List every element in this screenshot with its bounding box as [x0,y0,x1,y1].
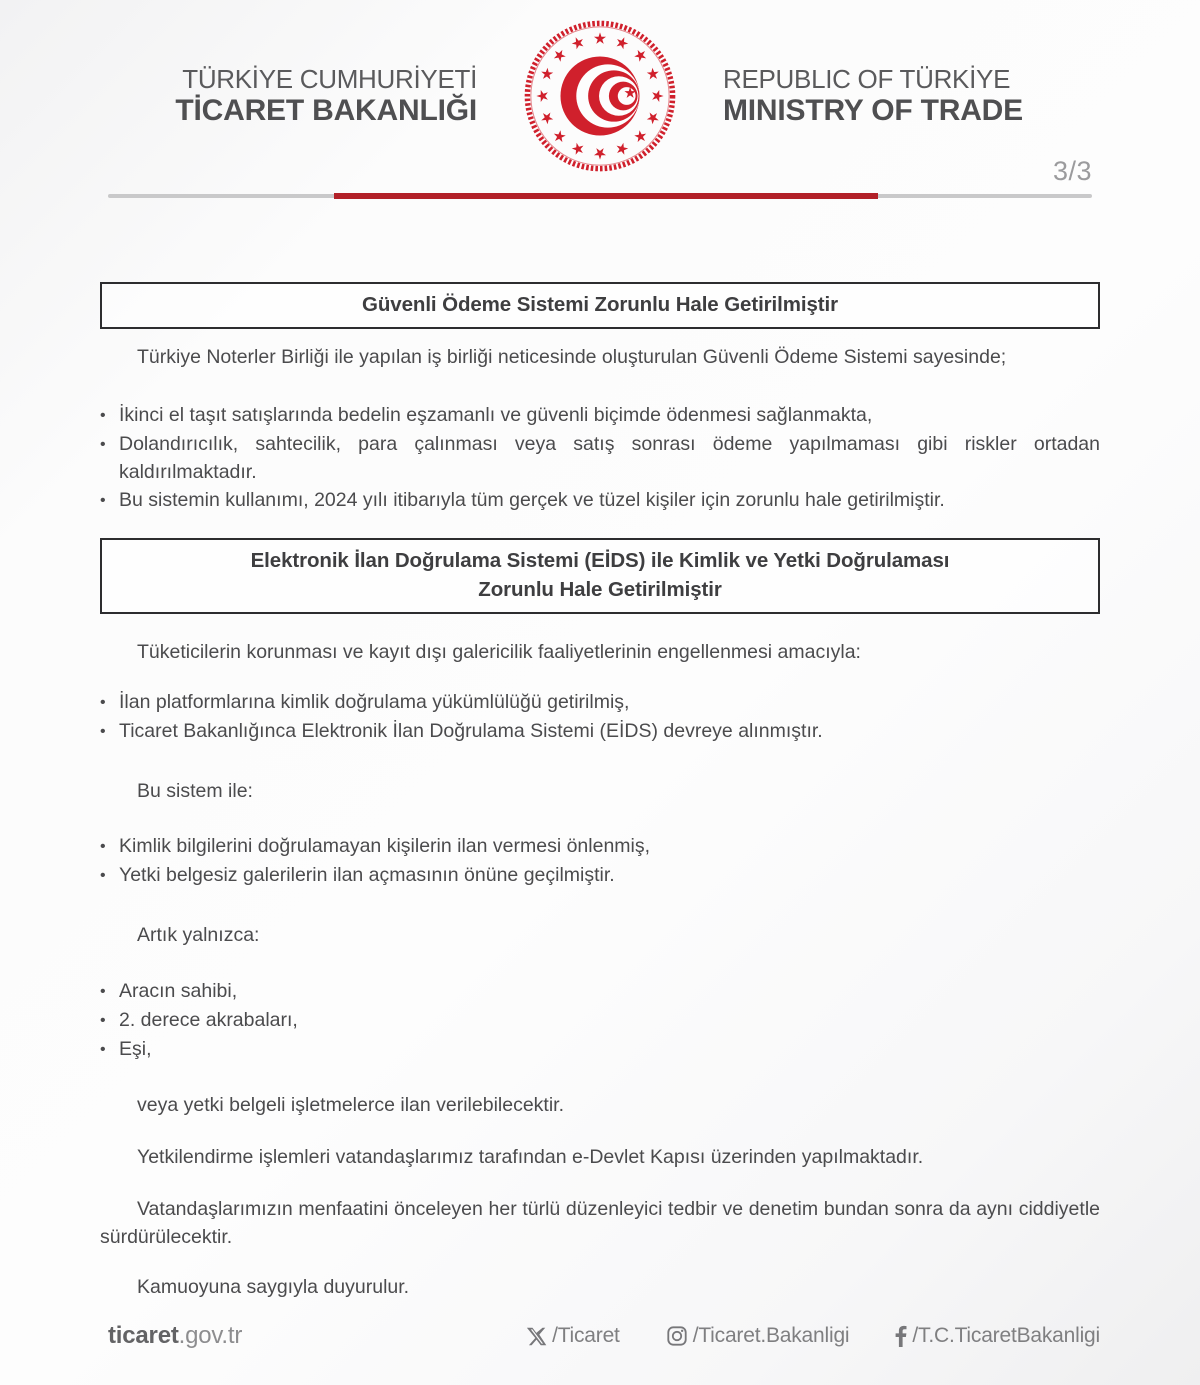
document-footer [108,1322,1100,1350]
section2-intro: Tüketicilerin korunması ve kayıt dışı galericilik faaliyetlerinin engellenmesi amacıyla: [137,640,861,663]
section2-bullet-list-3 [100,977,1100,1064]
bullet-icon: • [100,722,106,740]
section2-para-edevlet: Yetkilendirme işlemleri vatandaşlarımız tarafından e-Devlet Kapısı üzerinden yapılmaktadır. [137,1145,924,1168]
social-x-link[interactable] [526,1324,620,1348]
section1-bullet-list [100,401,1100,515]
bullet-icon: • [100,693,106,711]
x-icon [526,1326,547,1347]
social-facebook-link[interactable] [895,1324,1100,1348]
list-item: • Aracın sahibi, [100,977,1100,1006]
bullet-icon: • [100,982,106,1000]
page-number: 3/3 [1052,156,1092,186]
list-item: • İlan platformlarına kimlik doğrulama yükümlülüğü getirilmiş, [100,688,1100,717]
bullet-icon: • [100,866,106,884]
facebook-icon [895,1325,907,1347]
org-en-line2: MINISTRY OF TRADE [723,93,1023,127]
bullet-icon: • [100,1040,106,1058]
section2-para-measures: Vatandaşlarımızın menfaatini önceleyen her türlü düzenleyici tedbir ve denetim bundan sonra da aynı ciddiyetle sürdürülecektir. [100,1197,1100,1248]
list-item: • 2. derece akrabaları, [100,1006,1100,1035]
bullet-icon: • [100,436,106,454]
section2-para-authorized: veya yetki belgeli işletmelerce ilan verilebilecektir. [137,1093,565,1116]
list-item: • İkinci el taşıt satışlarında bedelin eşzamanlı ve güvenli biçimde ödenmesi sağlanmakta, [100,401,1100,430]
section2-bullet-list-2 [100,832,1100,890]
org-en-line1: REPUBLIC OF TÜRKİYE [723,63,1011,94]
section1-title: Güvenli Ödeme Sistemi Zorunlu Hale Getirilmiştir [362,293,838,316]
bullet-icon: • [100,492,106,510]
list-item: • Eşi, [100,1035,1100,1064]
org-tr-line2: TİCARET BAKANLIĞI [175,93,477,127]
section2-para-closing: Kamuoyuna saygıyla duyurulur. [137,1275,410,1298]
bullet-icon: • [100,407,106,425]
section2-title-box [100,538,1100,614]
instagram-icon [666,1325,688,1347]
list-item: • Bu sistemin kullanımı, 2024 yılı itibarıyla tüm gerçek ve tüzel kişiler için zorunlu hale getirilmiştir. [100,486,1100,515]
website-rest-part: .gov.tr [178,1322,243,1349]
header-divider [108,194,1092,198]
website-link[interactable] [108,1322,242,1350]
bullet-icon: • [100,837,106,855]
list-item: • Kimlik bilgilerini doğrulamayan kişilerin ilan vermesi önlenmiş, [100,832,1100,861]
section2-title-line1: Elektronik İlan Doğrulama Sistemi (EİDS) ile Kimlik ve Yetki Doğrulaması [250,549,950,573]
section2-para-only: Artık yalnızca: [137,923,260,946]
divider-red-segment [334,193,878,199]
social-facebook-handle: /T.C.TicaretBakanligi [912,1324,1100,1347]
social-instagram-handle: /Ticaret.Bakanligi [692,1324,850,1347]
ministry-of-trade-logo-icon [519,15,681,177]
org-name-turkish [147,65,477,128]
section2-para-system: Bu sistem ile: [137,779,253,802]
list-item: • Ticaret Bakanlığınca Elektronik İlan Doğrulama Sistemi (EİDS) devreye alınmıştır. [100,717,1100,746]
social-links [526,1324,1100,1348]
org-tr-line1: TÜRKİYE CUMHURİYETİ [182,63,477,94]
section1-title-box [100,282,1100,329]
document-body [0,282,1200,1301]
section2-bullet-list-1 [100,688,1100,746]
document-header [0,0,1200,182]
bullet-icon: • [100,1011,106,1029]
website-bold-part: ticaret [108,1322,179,1349]
list-item: • Dolandırıcılık, sahtecilik, para çalınması veya satış sonrası ödeme yapılmaması gibi riskler ortadan kaldırılmaktadır. [100,430,1100,486]
social-instagram-link[interactable] [666,1324,850,1348]
social-x-handle: /Ticaret [552,1324,620,1347]
org-name-english [723,65,1053,128]
list-item: • Yetki belgesiz galerilerin ilan açmasının önüne geçilmiştir. [100,861,1100,890]
section1-intro: Türkiye Noterler Birliği ile yapılan iş birliği neticesinde oluşturulan Güvenli Ödeme Sistemi sayesinde; [137,346,1007,369]
section2-title-line2: Zorunlu Hale Getirilmiştir [478,577,722,601]
